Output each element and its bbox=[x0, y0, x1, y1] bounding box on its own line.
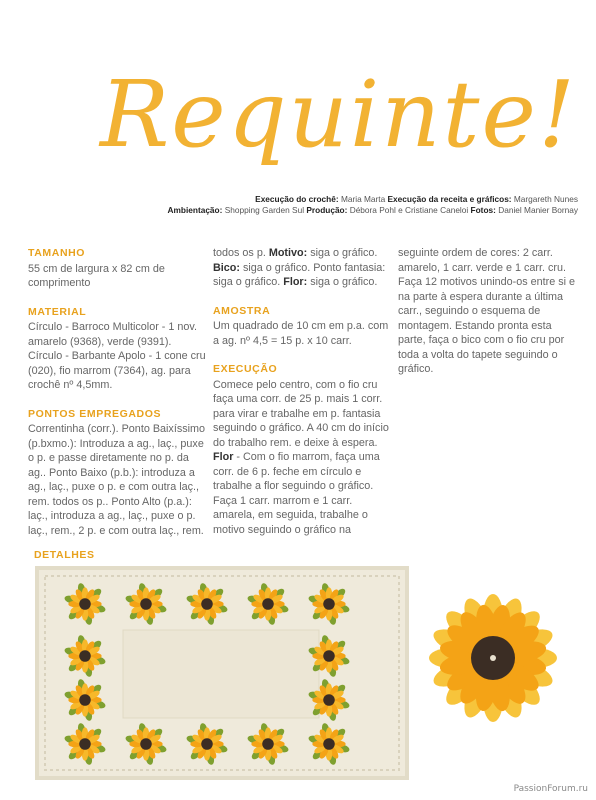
inline-label: Flor: bbox=[283, 276, 308, 288]
flower-center bbox=[140, 738, 152, 750]
inline-label: Motivo: bbox=[268, 247, 308, 259]
flower-center bbox=[79, 598, 91, 610]
flower-center bbox=[262, 598, 274, 610]
inline-text: Correntinha (corr.). Ponto Baixíssimo (p.bxmo.): Introduza a ag., laç., puxe o p. e passe diretamente no p. da ag.. Ponto Baixo (p.b.): introduza a ag., laç., puxe o p. e com outra laç., rem. todos os p.. Ponto Alto (p.a.): laç., introduza a ag., laç., puxe o p. laç., rem., 2 p. e com outra laç., rem. bbox=[28, 423, 206, 537]
credit-label: Produção: bbox=[306, 205, 348, 215]
inline-text: seguinte ordem de cores: 2 carr. amarelo, 1 carr. verde e 1 carr. cru. Faça 12 motivos unindo-os entre si e na parte à espera durante a última carr., seguindo o esquema de montagem. Estando pronta esta parte, faça o bico com o fio cru por toda a volta do tapete seguindo o gráfico. bbox=[398, 247, 576, 375]
flower-center bbox=[323, 738, 335, 750]
column-3 bbox=[398, 246, 578, 391]
flower-center bbox=[323, 598, 335, 610]
credit-label: Fotos: bbox=[470, 205, 496, 215]
flower-center bbox=[79, 650, 91, 662]
flower-center bbox=[79, 694, 91, 706]
inline-text: siga o gráfico. bbox=[307, 276, 378, 288]
rug-center-panel bbox=[123, 630, 319, 718]
credit-value: Daniel Manier Bornay bbox=[498, 205, 578, 215]
sunflower-rug-photo bbox=[33, 562, 411, 784]
inline-text: - Com o fio marrom, faça uma corr. de 6 p. feche em círculo e trabalhe a flor seguindo o gráfico. Faça 1 carr. marrom e 1 carr. amarela, em seguida, trabalhe o motivo seguindo o gráfico na bbox=[213, 451, 380, 536]
text-tamanho: 55 cm de largura x 82 cm de comprimento bbox=[28, 262, 165, 289]
sunflower-motif-photo bbox=[425, 590, 561, 726]
inline-text: Comece pelo centro, com o fio cru faça uma corr. de 25 p. mais 1 corr. para virar e trabalhe em p. fantasia seguindo o gráfico. A 40 cm do início do trabalho rem. e deixe à espera. bbox=[213, 378, 389, 449]
text-amostra: Um quadrado de 10 cm em p.a. com a ag. nº 4,5 = 15 p. x 10 carr. bbox=[213, 320, 389, 347]
credit-value: Shopping Garden Sul bbox=[224, 205, 305, 215]
heading-tamanho: TAMANHO bbox=[28, 247, 86, 259]
detalhes-heading: DETALHES bbox=[34, 549, 95, 561]
inline-text: siga o gráfico. Ponto fantasia: siga o gráfico. bbox=[213, 261, 386, 288]
heading-material: MATERIAL bbox=[28, 305, 87, 318]
flower-center bbox=[323, 694, 335, 706]
inline-text: todos os p. bbox=[213, 247, 269, 259]
big-flower bbox=[429, 594, 557, 722]
credit-label: Ambientação: bbox=[167, 205, 223, 215]
flower-center bbox=[201, 598, 213, 610]
flower-center bbox=[201, 738, 213, 750]
flower-center bbox=[262, 738, 274, 750]
credit-value: Maria Marta bbox=[340, 194, 386, 204]
credit-label: Execução da receita e gráficos: bbox=[387, 194, 512, 204]
column-1 bbox=[28, 246, 206, 552]
heading-pontos: PONTOS EMPREGADOS bbox=[28, 407, 162, 420]
watermark: PassionForum.ru bbox=[513, 784, 588, 794]
flower-center bbox=[79, 738, 91, 750]
flower-center-dot bbox=[490, 655, 496, 661]
text-execucao-part1 bbox=[213, 378, 391, 538]
credits-line-2 bbox=[108, 205, 578, 216]
credit-value: Margareth Nunes bbox=[513, 194, 578, 204]
column-2 bbox=[213, 246, 391, 551]
credit-value: Débora Pohl e Cristiane Caneloi bbox=[349, 205, 469, 215]
text-material: Círculo - Barroco Multicolor - 1 nov. amarelo (9368), verde (9391). Círculo - Barbante Apolo - 1 cone cru (020), fio marrom (7364), ag. para crochê nº 4,5mm. bbox=[28, 321, 206, 391]
heading-execucao: EXECUÇÃO bbox=[213, 363, 278, 375]
credits bbox=[108, 194, 578, 216]
page-title: Requinte! bbox=[100, 61, 577, 168]
text-pontos-part1 bbox=[28, 422, 206, 538]
text-execucao-part2 bbox=[398, 246, 578, 377]
flower-center bbox=[140, 598, 152, 610]
credits-line-1 bbox=[108, 194, 578, 205]
text-pontos-part2 bbox=[213, 246, 391, 290]
inline-label: Bico: bbox=[213, 261, 240, 274]
heading-amostra: AMOSTRA bbox=[213, 304, 271, 317]
flower-center bbox=[323, 650, 335, 662]
inline-text: siga o gráfico. bbox=[307, 247, 378, 259]
credit-label: Execução do crochê: bbox=[255, 194, 339, 204]
inline-label: Flor bbox=[213, 451, 234, 463]
